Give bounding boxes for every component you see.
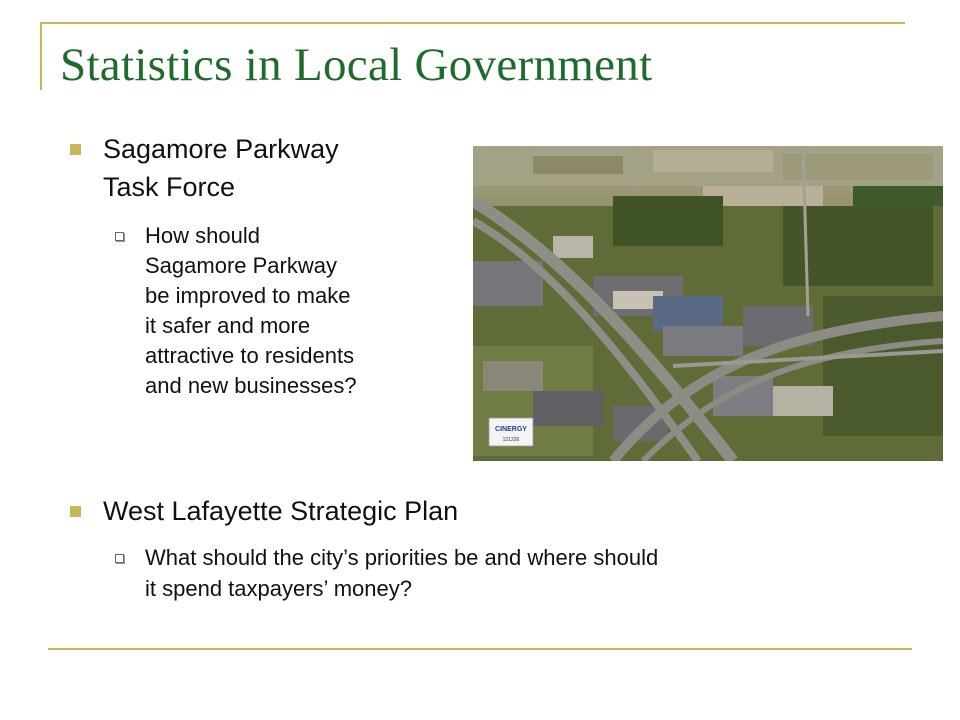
svg-text:CINERGY: CINERGY (495, 426, 527, 433)
sub-bullet-line: Sagamore Parkway (145, 253, 337, 278)
slide-title: Statistics in Local Government (60, 39, 653, 91)
bullet-line: Sagamore Parkway (103, 134, 339, 164)
sub-bullet-line: attractive to residents (145, 343, 355, 368)
sub-bullet-line: What should the city’s priorities be and where should (145, 545, 659, 570)
bullet-square-icon (70, 506, 81, 517)
bullet-line: Task Force (103, 172, 236, 202)
sub-bullet-line: and new businesses? (145, 373, 357, 398)
aerial-photo-sagamore-parkway (473, 146, 943, 461)
sub-bullet-line: be improved to make (145, 283, 351, 308)
sub-bullet-line: it spend taxpayers’ money? (145, 576, 412, 601)
svg-text:121226: 121226 (502, 437, 520, 443)
sub-bullet-line: it safer and more (145, 313, 311, 338)
cinergy-sign (489, 418, 533, 446)
frame-bottom-rule (48, 648, 912, 650)
sub-bullet-line: How should (145, 223, 260, 248)
frame-left-rule (40, 22, 42, 90)
bullet-square-icon (70, 144, 81, 155)
hollow-square-bullet-icon (115, 232, 124, 241)
frame-top-rule (40, 22, 905, 24)
bullet-line: West Lafayette Strategic Plan (103, 496, 459, 526)
hollow-square-bullet-icon (115, 554, 124, 563)
